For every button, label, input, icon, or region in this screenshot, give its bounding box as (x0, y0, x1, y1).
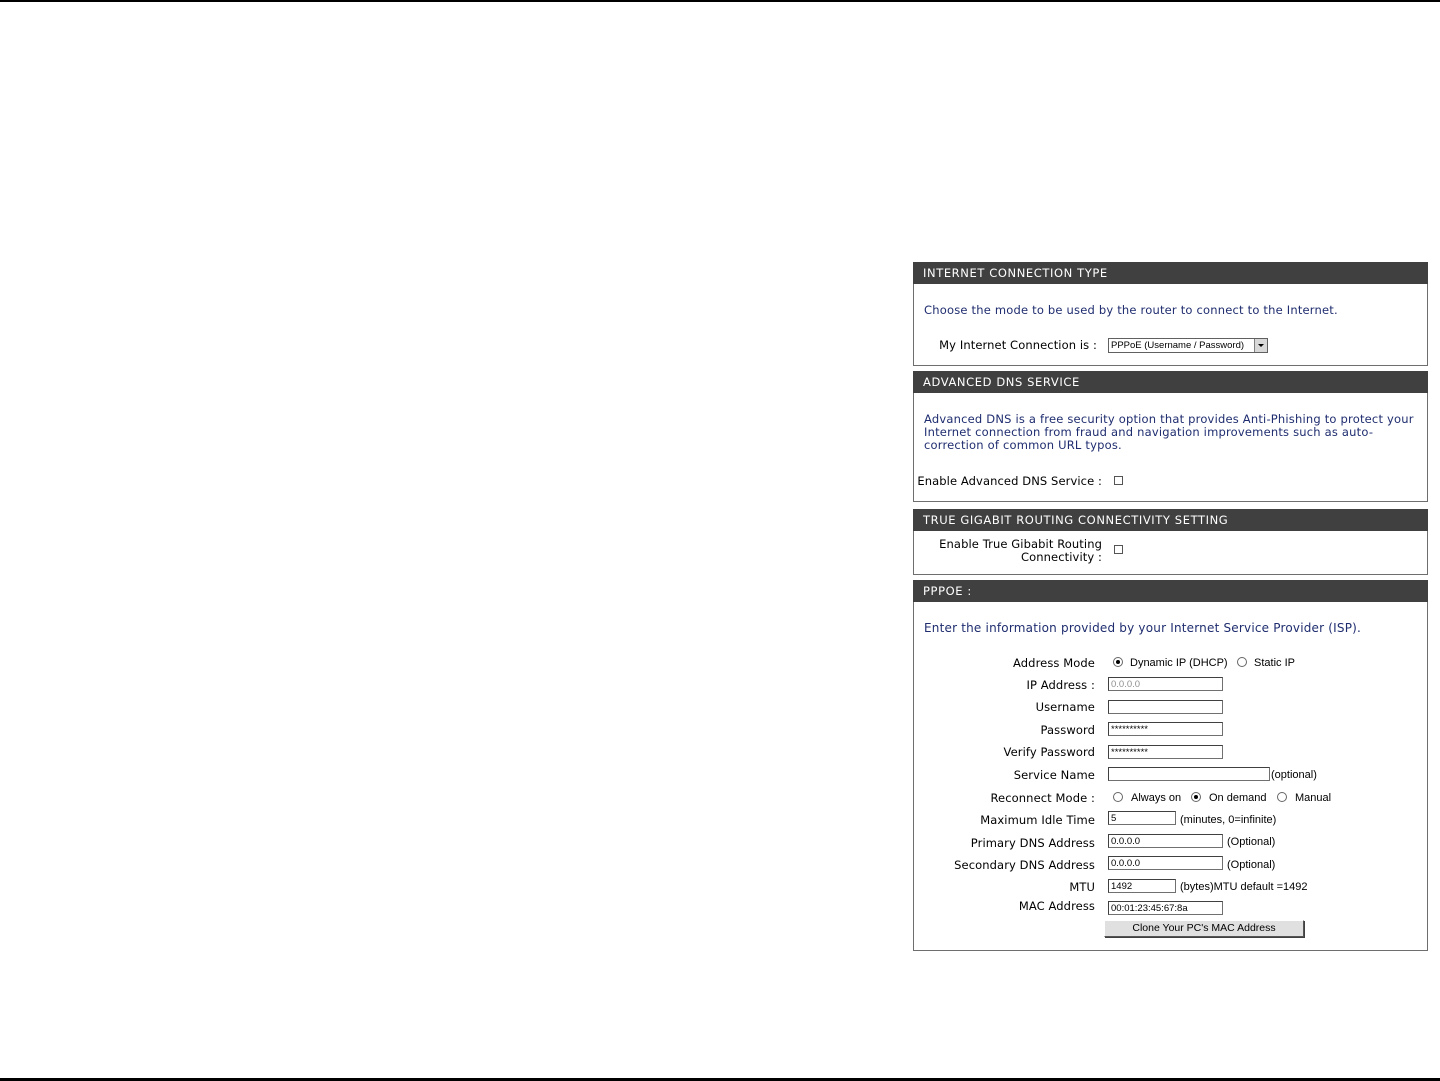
reconnect-always-radio[interactable] (1113, 792, 1123, 802)
advanced-dns-enable-checkbox[interactable] (1114, 476, 1123, 485)
secondary-dns-label: Secondary DNS Address (954, 858, 1095, 872)
clone-mac-button[interactable]: Clone Your PC's MAC Address (1104, 920, 1304, 937)
connection-type-intro: Choose the mode to be used by the router to connect to the Internet. (924, 303, 1338, 317)
address-mode-dynamic-radio[interactable] (1113, 657, 1123, 667)
ip-address-label: IP Address : (1026, 678, 1095, 692)
true-gigabit-panel (913, 509, 1428, 575)
idle-time-label: Maximum Idle Time (980, 813, 1095, 827)
address-mode-static-radio[interactable] (1237, 657, 1247, 667)
password-label: Password (1040, 723, 1095, 737)
ip-address-input[interactable]: 0.0.0.0 (1108, 677, 1223, 691)
primary-dns-hint: (Optional) (1227, 836, 1276, 848)
connection-type-label: My Internet Connection is : (939, 338, 1097, 352)
connection-type-select[interactable] (1108, 338, 1268, 353)
verify-password-input[interactable]: ********** (1108, 745, 1223, 759)
top-rule (0, 0, 1440, 2)
advanced-dns-intro-1: Advanced DNS is a free security option that provides Anti-Phishing to protect your (924, 412, 1414, 426)
true-gigabit-enable-checkbox[interactable] (1114, 545, 1123, 554)
advanced-dns-intro-3: correction of common URL typos. (924, 438, 1122, 452)
pppoe-panel (913, 580, 1428, 951)
connection-type-selected: PPPoE (Username / Password) (1111, 340, 1245, 351)
reconnect-mode-label: Reconnect Mode : (990, 791, 1095, 805)
service-name-hint: (optional) (1271, 769, 1317, 781)
true-gigabit-label-2: Connectivity : (1021, 550, 1102, 564)
pppoe-intro: Enter the information provided by your Internet Service Provider (ISP). (924, 621, 1362, 635)
connection-type-panel (913, 262, 1428, 366)
mac-address-input[interactable]: 00:01:23:45:67:8a (1108, 901, 1223, 915)
true-gigabit-label-1: Enable True Gibabit Routing (939, 537, 1102, 551)
true-gigabit-title: TRUE GIGABIT ROUTING CONNECTIVITY SETTING (913, 509, 1428, 531)
connection-type-title: INTERNET CONNECTION TYPE (913, 262, 1428, 284)
idle-time-hint: (minutes, 0=infinite) (1180, 814, 1277, 826)
advanced-dns-enable-label: Enable Advanced DNS Service : (917, 474, 1102, 488)
username-input[interactable] (1108, 700, 1223, 714)
address-mode-static-label: Static IP (1254, 657, 1295, 669)
chevron-down-icon[interactable] (1254, 339, 1267, 352)
mac-address-label: MAC Address (1018, 899, 1095, 913)
address-mode-label: Address Mode (1013, 656, 1095, 670)
reconnect-demand-radio[interactable] (1191, 792, 1201, 802)
advanced-dns-intro-2: Internet connection from fraud and navigation improvements such as auto- (924, 425, 1374, 439)
idle-time-input[interactable]: 5 (1108, 811, 1176, 825)
mtu-label: MTU (1069, 880, 1095, 894)
primary-dns-label: Primary DNS Address (970, 836, 1095, 850)
secondary-dns-hint: (Optional) (1227, 859, 1276, 871)
mtu-hint: (bytes)MTU default =1492 (1180, 881, 1308, 893)
mtu-input[interactable]: 1492 (1108, 879, 1176, 893)
username-label: Username (1035, 700, 1095, 714)
password-input[interactable]: ********** (1108, 722, 1223, 736)
advanced-dns-panel (913, 371, 1428, 502)
reconnect-always-label: Always on (1131, 792, 1182, 804)
service-name-input[interactable] (1108, 767, 1270, 781)
reconnect-demand-label: On demand (1209, 792, 1267, 804)
reconnect-manual-label: Manual (1295, 792, 1332, 804)
pppoe-title: PPPOE : (913, 580, 1428, 602)
address-mode-dynamic-label: Dynamic IP (DHCP) (1130, 657, 1228, 669)
verify-password-label: Verify Password (1003, 745, 1095, 759)
advanced-dns-title: ADVANCED DNS SERVICE (913, 371, 1428, 393)
secondary-dns-input[interactable]: 0.0.0.0 (1108, 856, 1223, 870)
primary-dns-input[interactable]: 0.0.0.0 (1108, 834, 1223, 848)
service-name-label: Service Name (1013, 768, 1095, 782)
reconnect-manual-radio[interactable] (1277, 792, 1287, 802)
